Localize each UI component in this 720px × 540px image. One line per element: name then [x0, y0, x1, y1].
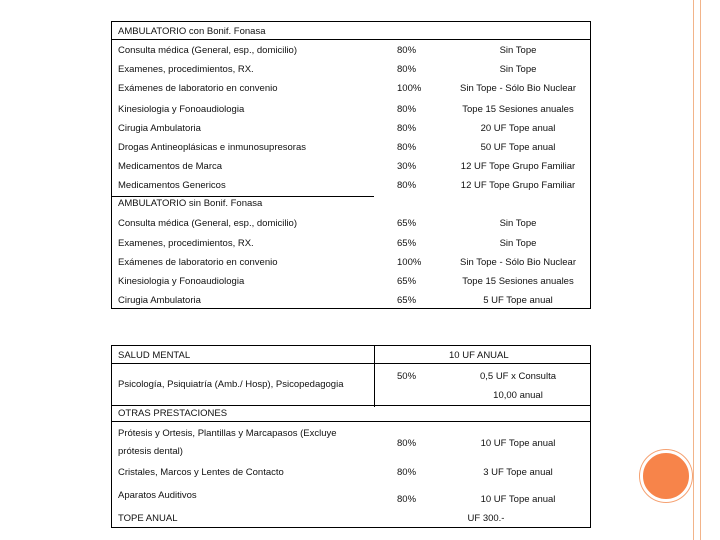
mental-otras-table: SALUD MENTAL 10 UF ANUAL Psicología, Psiquiatría (Amb./ Hosp), Psicopedagogia 50% 0,5 UF x Consulta 10,00 anual OTRAS PRESTACIONES Prótesis y Ortesis, Plantillas y Marcapasos (Excluye prótesis dental) 80% 10 UF Tope anual Cristales, Marcos y Lentes de Contacto 80% 3 UF Tope anual Aparatos Auditivos 80% 10 UF Tope anual TOPE ANUAL UF 300.-: [111, 345, 591, 528]
decorative-line-left: [693, 0, 694, 540]
total-label: TOPE ANUAL: [118, 513, 178, 524]
ambulatorio-table: AMBULATORIO con Bonif. Fonasa Consulta médica (General, esp., domicilio) 80% Sin Tope Examenes, procedimientos, RX. 80% Sin Tope Exámenes de laboratorio en convenio 100% Sin Tope - Sólo Bio Nuclear Kinesiologia y Fonoaudiologia 80% Tope 15 Sesiones anuales Cirugia Ambulatoria 80% 20 UF Tope anual Drogas Antineoplásicas e inmunosupresoras 80% 50 UF Tope anual Medicamentos de Marca 30% 12 UF Tope Grupo Familiar Medicamentos Genericos 80% 12 UF Tope Grupo Familiar AMBULATORIO sin Bonif. Fonasa Consulta médica (General, esp., domicilio) 65% Sin Tope Examenes, procedimientos, RX. 65% Sin Tope Exámenes de laboratorio en convenio 100% Sin Tope - Sólo Bio Nuclear Kinesiologia y Fonoaudiologia 65% Tope 15 Sesiones anuales Cirugia Ambulatoria 65% 5 UF Tope anual: [111, 21, 591, 309]
total-value: UF 300.-: [467, 513, 505, 524]
decorative-line-right: [700, 0, 701, 540]
decorative-circle: [640, 450, 692, 502]
